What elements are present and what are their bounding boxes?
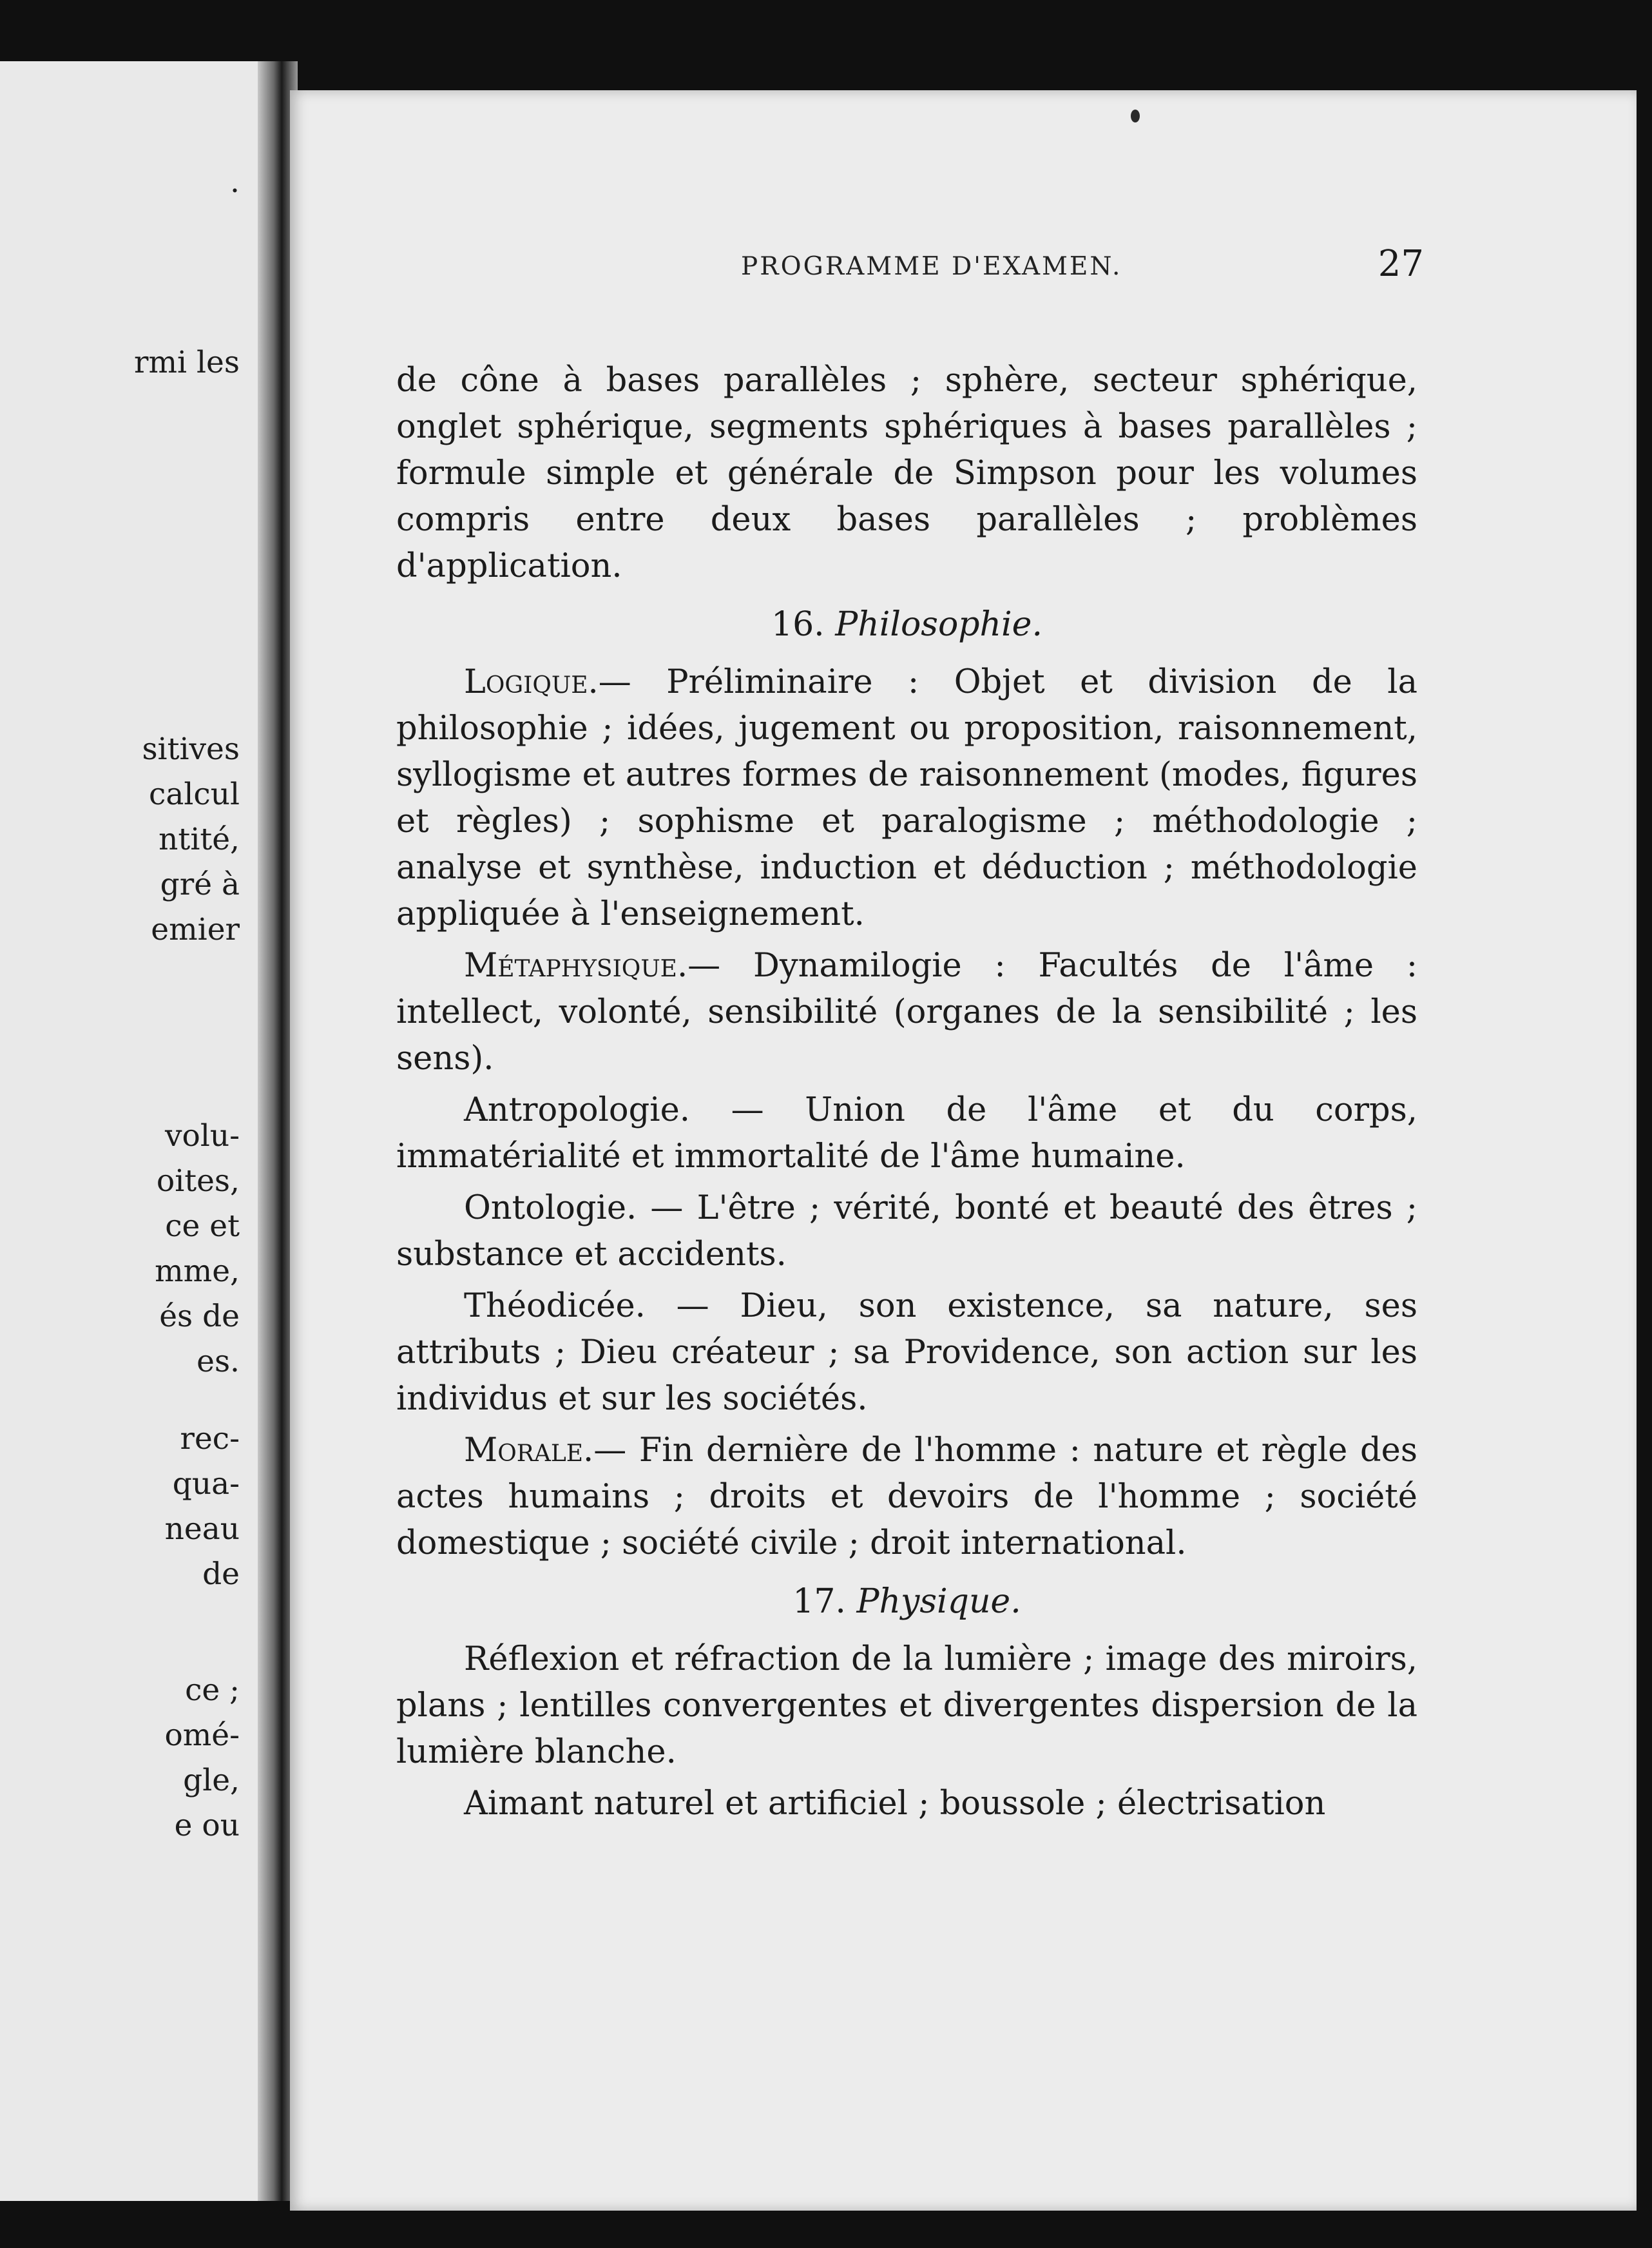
paragraph-morale: [396, 1428, 1417, 1567]
paragraph-text: — Préliminaire : Objet et division de la philosophie ; idées, jugement ou proposition, raisonnement, syllogisme et autres formes de raisonnement (modes, figures et règles) ; sophisme et paralogisme ; méthodologie ; analyse et synthèse, induction et déduction ; méthodologie appliquée à l'enseignement.: [396, 663, 1417, 933]
paragraph-ontologie: Ontologie. — L'être ; vérité, bonté et beauté des êtres ; substance et accidents.: [396, 1189, 1417, 1274]
section-heading-physique: [396, 1578, 1417, 1625]
ink-speck: [1131, 110, 1140, 122]
left-page-line: gle,: [183, 1763, 240, 1798]
left-page-line: gré à: [160, 867, 240, 902]
subsection-label: Logique.: [464, 663, 599, 701]
subsection-label: Métaphysique.: [464, 947, 688, 985]
section-heading-philosophie: [396, 601, 1417, 648]
paragraph-theodicee: Théodicée. — Dieu, son existence, sa nature, ses attributs ; Dieu créateur ; sa Providence, son action sur les individus et sur les sociétés.: [396, 1287, 1417, 1418]
left-page-line: oites,: [156, 1163, 240, 1199]
left-page-line: rmi les: [134, 345, 240, 380]
subsection-label: Morale.: [464, 1431, 594, 1469]
section-title: Philosophie.: [835, 605, 1042, 644]
left-page-line: omé-: [164, 1718, 240, 1753]
left-page-line: és de: [159, 1299, 240, 1334]
section-number: 16.: [771, 605, 825, 644]
left-page-line: .: [230, 164, 240, 200]
left-page-line: qua-: [172, 1466, 240, 1502]
paragraph-antropologie: Antropologie. — Union de l'âme et du corps, immatérialité et immortalité de l'âme humaine.: [396, 1091, 1417, 1176]
left-page-line: volu-: [164, 1118, 240, 1154]
page-body: [396, 358, 1417, 1832]
left-page-line: mme,: [155, 1254, 240, 1289]
page-header: [419, 229, 1424, 300]
left-page-line: rec-: [180, 1421, 240, 1457]
paragraph-text: — Dynamilogie : Facultés de l'âme : intellect, volonté, sensibilité (organes de la sensibilité ; les sens).: [396, 947, 1417, 1078]
left-page-line: ntité,: [158, 822, 240, 857]
paragraph-aimant: Aimant naturel et artificiel ; boussole ; électrisation: [464, 1785, 1326, 1823]
left-page-line: es.: [197, 1344, 240, 1379]
paragraph-reflexion: Réflexion et réfraction de la lumière ; image des miroirs, plans ; lentilles convergentes et divergentes dispersion de la lumière blanche.: [396, 1640, 1417, 1771]
left-page-line: e ou: [174, 1808, 240, 1843]
page-number: 27: [1378, 243, 1424, 285]
section-number: 17.: [792, 1582, 846, 1621]
left-page-line: calcul: [149, 777, 240, 812]
left-page-line: ce et: [165, 1208, 240, 1244]
left-page-line: de: [202, 1556, 240, 1592]
paragraph-text: — Fin dernière de l'homme : nature et règle des actes humains ; droits et devoirs de l'homme ; société domestique ; société civile ; droit international.: [396, 1431, 1417, 1562]
running-head: PROGRAMME D'EXAMEN.: [741, 252, 1122, 281]
left-page-line: sitives: [142, 732, 240, 767]
left-page-line: emier: [151, 912, 240, 947]
section-title: Physique.: [856, 1582, 1021, 1621]
left-page-line: neau: [164, 1511, 240, 1547]
paragraph-intro: de cône à bases parallèles ; sphère, secteur sphérique, onglet sphérique, segments sphériques à bases parallèles ; formule simple et générale de Simpson pour les volumes compris entre deux bases parallèles ; problèmes d'application.: [396, 362, 1417, 585]
paragraph-logique: [396, 659, 1417, 938]
paragraph-metaphysique: [396, 943, 1417, 1082]
left-page-line: ce ;: [185, 1672, 240, 1708]
